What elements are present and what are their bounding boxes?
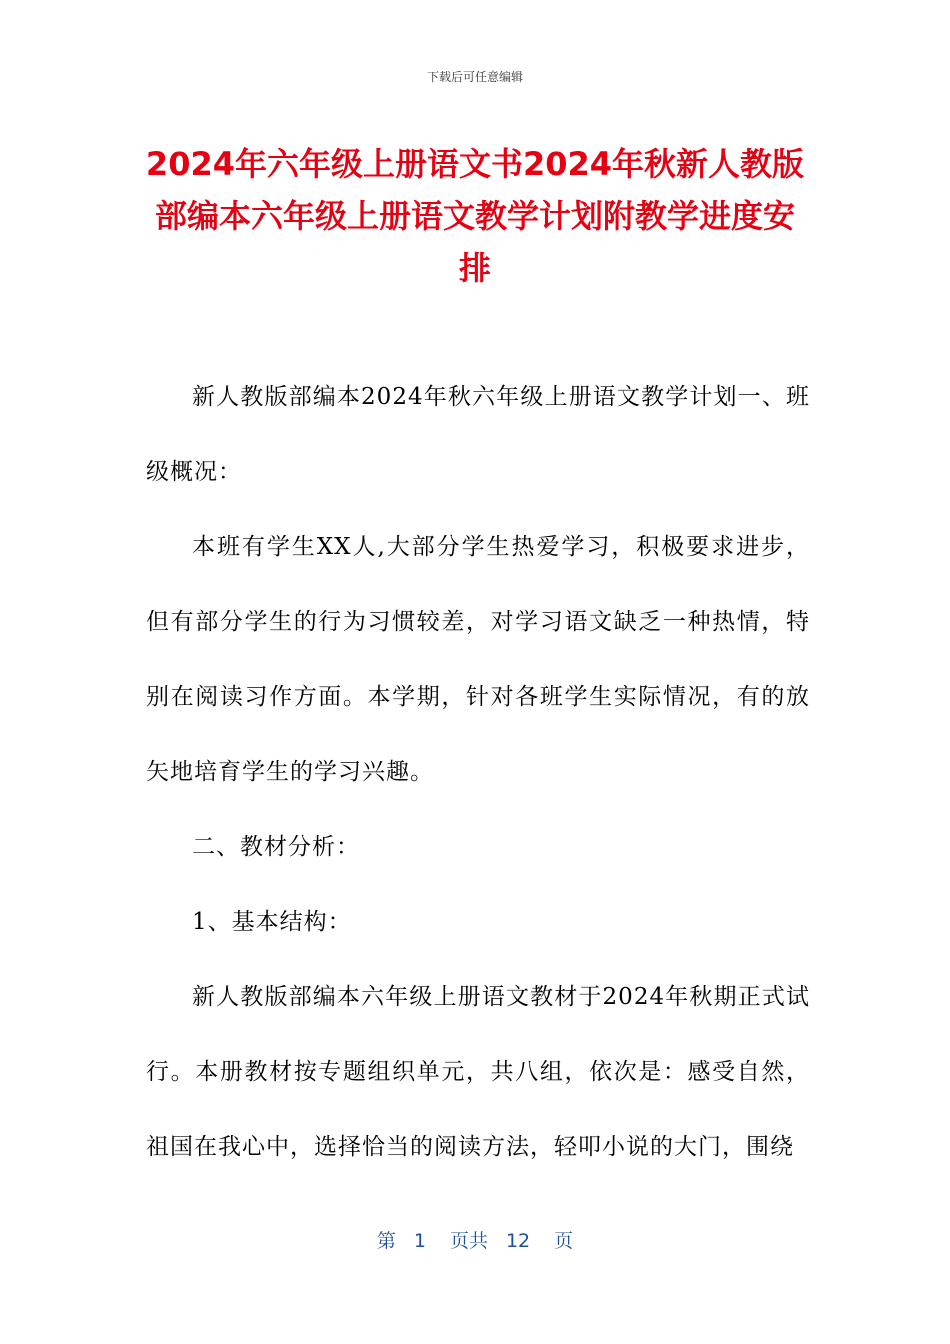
footer-suffix: 页 [554, 1230, 574, 1252]
document-body [146, 360, 810, 1185]
footer-total-pages: 12 [505, 1230, 531, 1252]
footer-page-number: 1 [413, 1230, 426, 1252]
section-heading: 二、教材分析： [192, 834, 360, 860]
paragraph: 本班有学生XX人,大部分学生热爱学习，积极要求进步，但有部分学生的行为习惯较差，对学习语文缺乏一种热情，特别在阅读习作方面。本学期，针对各班学生实际情况，有的放矢地培育学生的学习兴趣。 [146, 534, 810, 785]
footer-middle: 页共 [449, 1230, 488, 1252]
footer-prefix: 第 [376, 1230, 396, 1252]
page-footer [0, 1226, 950, 1253]
paragraph: 新人教版部编本六年级上册语文教材于2024年秋期正式试行。本册教材按专题组织单元，共八组，依次是：感受自然，祖国在我心中，选择恰当的阅读方法，轻叩小说的大门，围绕 [146, 984, 810, 1160]
header-note: 下载后可任意编辑 [426, 70, 523, 84]
paragraph: 新人教版部编本2024年秋六年级上册语文教学计划一、班级概况： [146, 384, 810, 485]
document-title: 2024年六年级上册语文书2024年秋新人教版部编本六年级上册语文教学计划附教学进度安排 [145, 145, 805, 287]
subsection-heading: 1、基本结构： [192, 909, 352, 935]
